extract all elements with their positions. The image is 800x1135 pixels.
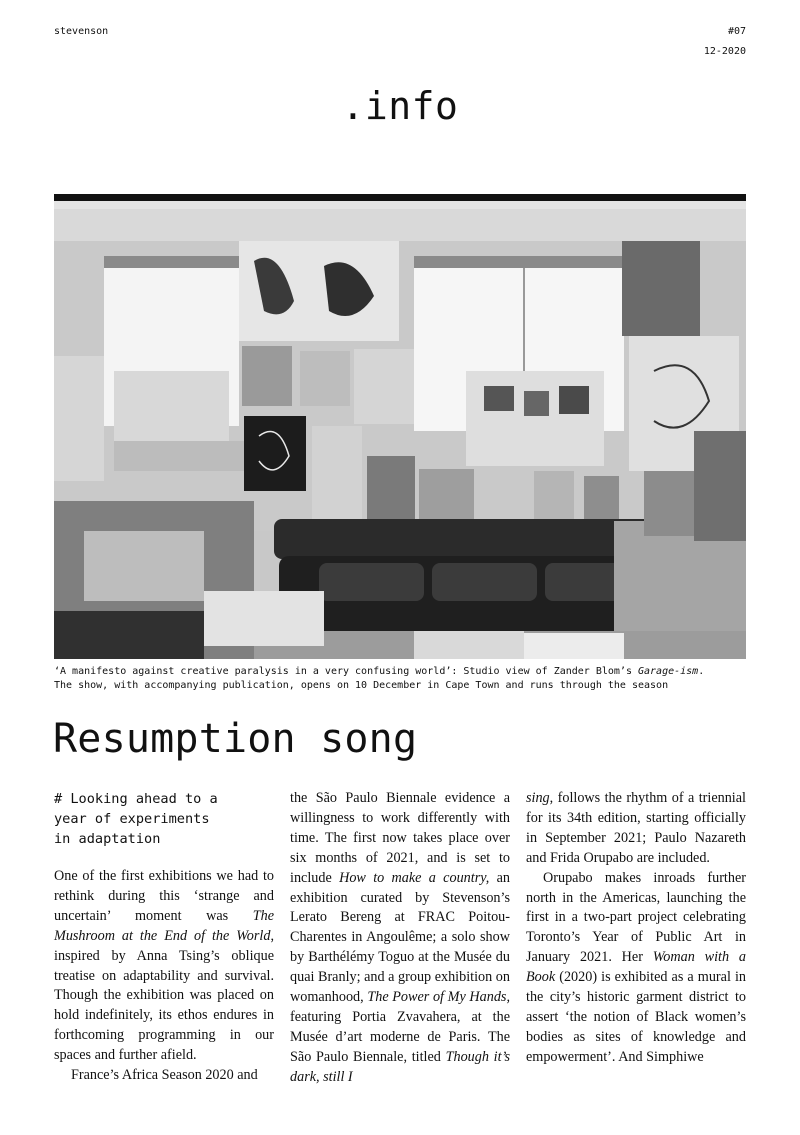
article-paragraph bbox=[526, 789, 746, 869]
studio-photograph-icon bbox=[54, 201, 746, 659]
issue-date: 12-2020 bbox=[703, 46, 746, 57]
exhibition-title: Though it’s dark, still I bbox=[290, 1048, 510, 1085]
caption-line-2: The show, with accompanying publication, opens on 10 December in Cape Town and runs through the season bbox=[54, 680, 669, 691]
article-headline: Resumption song bbox=[53, 716, 418, 762]
publisher-name: stevenson bbox=[54, 26, 109, 37]
exhibition-title: The Power of My Hands, bbox=[367, 989, 510, 1006]
exhibition-title: sing bbox=[526, 790, 550, 806]
article-column-1 bbox=[54, 789, 274, 1086]
article-paragraph bbox=[290, 789, 510, 1088]
paragraph-text: the São Paulo Biennale evidence a willingness to work differently with time. The first now takes place over six months of 2021, and is set to include bbox=[290, 790, 510, 886]
article-paragraph bbox=[54, 867, 274, 1066]
issue-info bbox=[704, 22, 746, 62]
masthead-title: .info bbox=[341, 84, 459, 128]
paragraph-text: , inspired by Anna Tsing’s oblique treatise on adaptability and survival. Though the exhibition was placed on hold indefinitely, its ethos endures in forthcoming programming in our spaces and further afield. bbox=[54, 927, 274, 1064]
caption-punctuation: . bbox=[698, 666, 705, 677]
artwork-title: Woman with a Book bbox=[526, 949, 747, 986]
paragraph-text: One of the first exhibitions we had to rethink during this ‘strange and uncertain’ moment was bbox=[54, 868, 274, 924]
studio-photograph bbox=[54, 201, 746, 659]
caption-exhibition-title: Garage-ism bbox=[638, 666, 699, 677]
exhibition-title: How to make a country, bbox=[339, 869, 490, 886]
paragraph-text: , follows the rhythm of a triennial for its 34th edition, starting officially in September 2021; Paulo Nazareth and Frida Orupabo are included. bbox=[526, 790, 746, 866]
issue-number: #07 bbox=[727, 26, 746, 37]
article-column-3 bbox=[526, 789, 746, 1068]
photo-top-rule bbox=[54, 194, 746, 201]
exhibition-title: The Mushroom at the End of the World bbox=[54, 907, 274, 944]
paragraph-text: (2020) is exhibited as a mural in the city’s historic garment district to assert ‘the notion of Black women’s bodies as sites of knowledge and empowerment’. And Simphiwe bbox=[526, 969, 746, 1065]
article-paragraph: France’s Africa Season 2020 and bbox=[71, 1067, 258, 1084]
paragraph-text: Orupabo makes inroads further north in the Americas, launching the first in a two-part project celebrating Toronto’s Year of Public Art in January 2021. Her bbox=[526, 869, 746, 966]
paragraph-text: an exhibition curated by Stevenson’s Lerato Bereng at FRAC Poitou-Charentes in Angoulême; a solo show by Barthélémy Toguo at the Musée du quai Branly; and a group exhibition on womanhood, bbox=[290, 869, 510, 1006]
article-column-2 bbox=[290, 789, 510, 1088]
caption-line-1 bbox=[54, 665, 754, 679]
paragraph-text: featuring Portia Zvavahera, at the Musée d’art moderne de Paris. The São Paulo Biennale, titled bbox=[290, 1008, 510, 1065]
article-standfirst: # Looking ahead to a year of experiments in adaptation bbox=[54, 791, 218, 847]
article-paragraph bbox=[526, 869, 746, 1068]
caption-text: ‘A manifesto against creative paralysis in a very confusing world’: Studio view of Zander Blom’s bbox=[54, 666, 638, 677]
photo-caption bbox=[54, 665, 754, 693]
